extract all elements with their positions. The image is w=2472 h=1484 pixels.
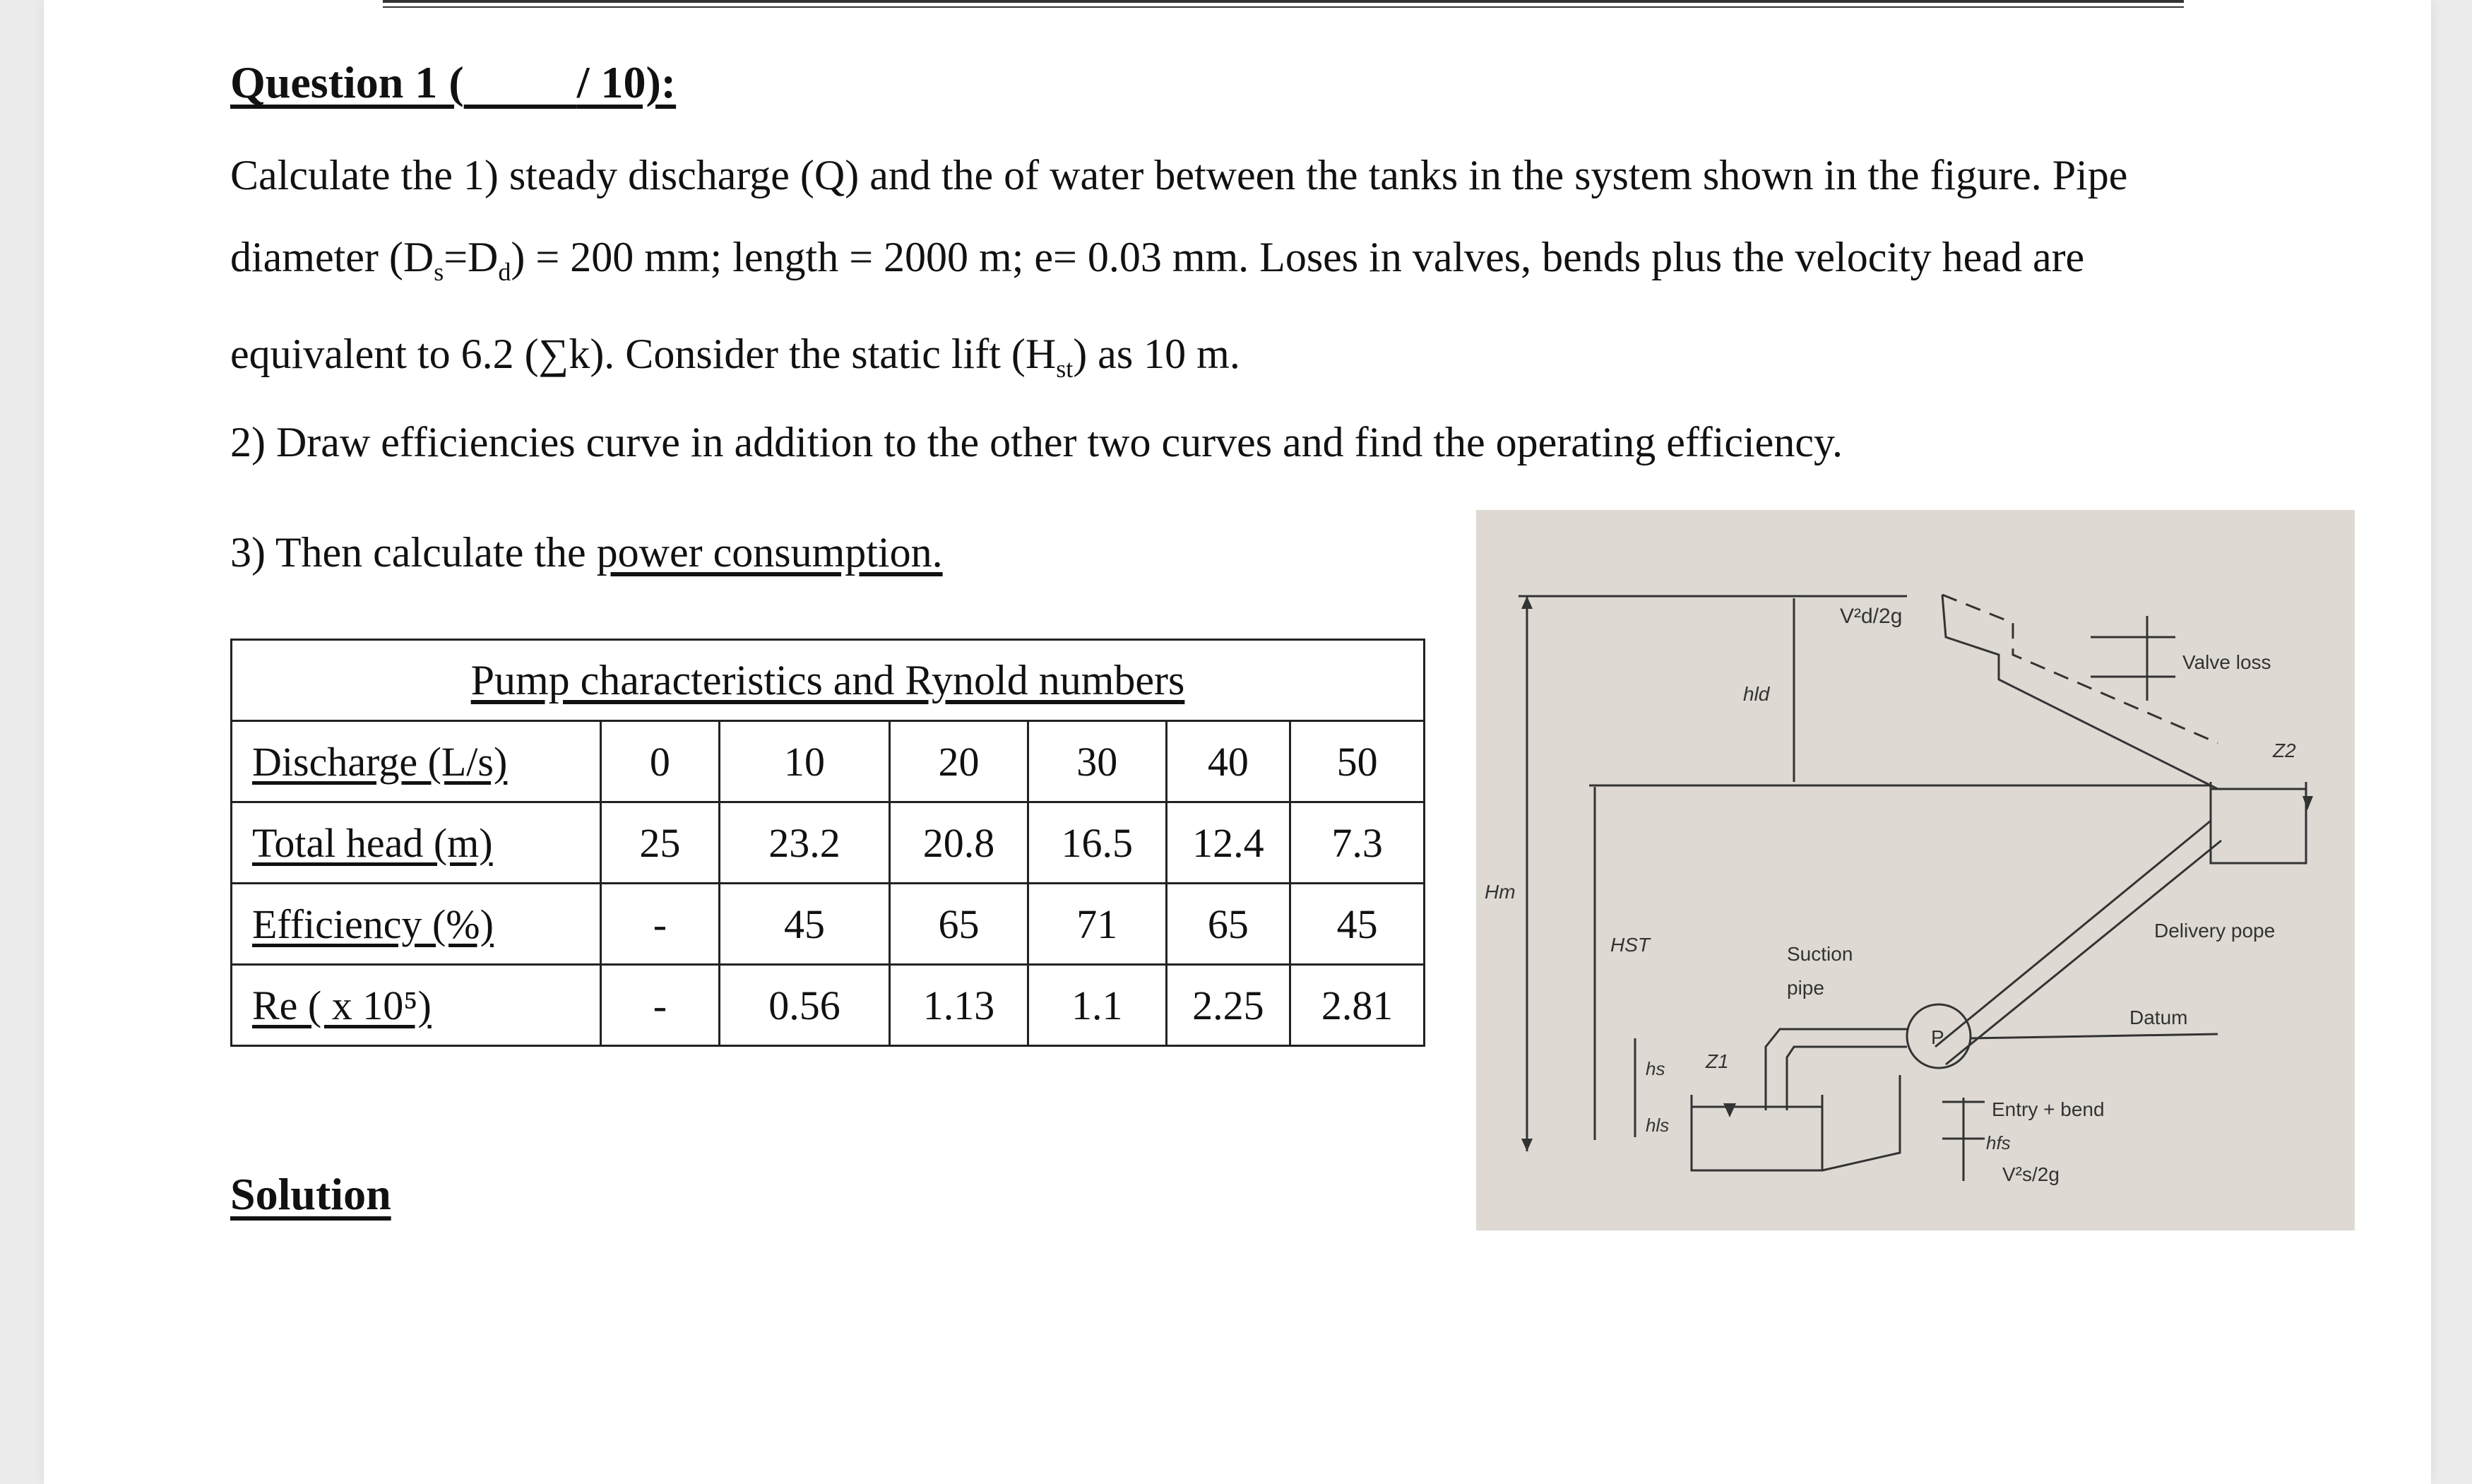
row-label: Re ( x 10⁵)	[232, 965, 601, 1046]
table-row	[232, 965, 1425, 1046]
document-page	[44, 0, 2431, 1484]
z2-label: Z2	[2273, 740, 2296, 761]
hfs-label: hfs	[1986, 1132, 2011, 1153]
row-label: Total head (m)	[232, 802, 601, 884]
pump-system-figure	[1476, 510, 2355, 1230]
table-cell: 16.5	[1028, 802, 1166, 884]
table-caption-row	[232, 640, 1425, 721]
table-cell: -	[601, 884, 720, 965]
table-cell: 0.56	[719, 965, 890, 1046]
paragraph-line-1: Calculate the 1) steady discharge (Q) and the of water between the tanks in the system shown in the figure. Pipe	[230, 152, 2128, 198]
pump-characteristics-table	[230, 639, 1425, 1047]
table-cell: -	[601, 965, 720, 1046]
table-cell: 45	[1290, 884, 1425, 965]
top-rule-thin	[383, 6, 2184, 8]
table-cell: 30	[1028, 721, 1166, 802]
hld-label: hld	[1743, 683, 1770, 705]
energy-line	[1942, 595, 2218, 789]
delivery-level-marker-icon	[2302, 796, 2313, 810]
solution-heading: Solution	[230, 1169, 391, 1219]
delivery-pipe-label: Delivery pope	[2154, 920, 2276, 942]
suction-pipe-lower	[1787, 1047, 1907, 1110]
table-cell: 2.25	[1166, 965, 1290, 1046]
arrow-up-icon	[1521, 596, 1533, 609]
delivery-tank	[2211, 782, 2306, 863]
table-cell: 0	[601, 721, 720, 802]
table-cell: 23.2	[719, 802, 890, 884]
part-3-text: 3) Then calculate the power consumption.	[230, 529, 943, 576]
hst-label: HST	[1610, 934, 1650, 956]
arrow-down-icon	[1521, 1139, 1533, 1151]
question-title-label: Question 1 (	[230, 57, 464, 107]
table-cell: 20	[890, 721, 1028, 802]
entry-bend-label: Entry + bend	[1992, 1098, 2105, 1120]
table-row	[232, 721, 1425, 802]
row-label: Discharge (L/s)	[232, 721, 601, 802]
delivery-pipe-lower	[1946, 841, 2221, 1064]
table-caption: Pump characteristics and Rynold numbers	[232, 640, 1425, 721]
table-row	[232, 884, 1425, 965]
top-rule	[383, 0, 2184, 3]
power-consumption-text: power consumption.	[596, 529, 943, 576]
table-cell: 1.1	[1028, 965, 1166, 1046]
table-cell: 1.13	[890, 965, 1028, 1046]
question-score: / 10):	[576, 57, 677, 107]
suction-pipe-label-2: pipe	[1787, 977, 1824, 999]
datum-label: Datum	[2129, 1007, 2188, 1028]
table-cell: 25	[601, 802, 720, 884]
valve-loss-label: Valve loss	[2182, 651, 2271, 673]
paragraph-line-3: equivalent to 6.2 (∑k). Consider the static lift $(H_{st})$ as 10 m.	[230, 331, 1240, 383]
table-cell: 71	[1028, 884, 1166, 965]
table-cell: 12.4	[1166, 802, 1290, 884]
table-cell: 40	[1166, 721, 1290, 802]
pump-system-diagram	[1476, 510, 2355, 1230]
question-title	[230, 57, 676, 109]
table-cell: 7.3	[1290, 802, 1425, 884]
suction-pipe-label-1: Suction	[1787, 943, 1853, 965]
pump-label: P	[1931, 1026, 1944, 1048]
hm-label: Hm	[1485, 881, 1516, 903]
table-cell: 2.81	[1290, 965, 1425, 1046]
table-row	[232, 802, 1425, 884]
table-cell: 65	[890, 884, 1028, 965]
table-cell: 20.8	[890, 802, 1028, 884]
table-cell: 65	[1166, 884, 1290, 965]
table-cell: 45	[719, 884, 890, 965]
paragraph-line-2: diameter $(D_s=D_d) = 200$ mm; length = 2000 m; e= 0.03 mm. Loses in valves, bends plus the velocity head are	[230, 234, 2085, 286]
z1-label: Z1	[1706, 1050, 1729, 1072]
suction-level-marker-icon	[1723, 1103, 1736, 1117]
datum-line	[1971, 1034, 2218, 1038]
hls-label: hls	[1646, 1115, 1670, 1136]
suction-inlet	[1822, 1075, 1900, 1170]
vs2g-label: V²s/2g	[2002, 1163, 2060, 1185]
table-cell: 50	[1290, 721, 1425, 802]
part-2-text: 2) Draw efficiencies curve in addition to the other two curves and find the operating efficiency.	[230, 419, 1843, 465]
hs-label: hs	[1646, 1058, 1665, 1079]
question-paragraph	[230, 134, 2349, 410]
row-label: Efficiency (%)	[232, 884, 601, 965]
vd2g-label: V²d/2g	[1840, 605, 1903, 628]
table-cell: 10	[719, 721, 890, 802]
